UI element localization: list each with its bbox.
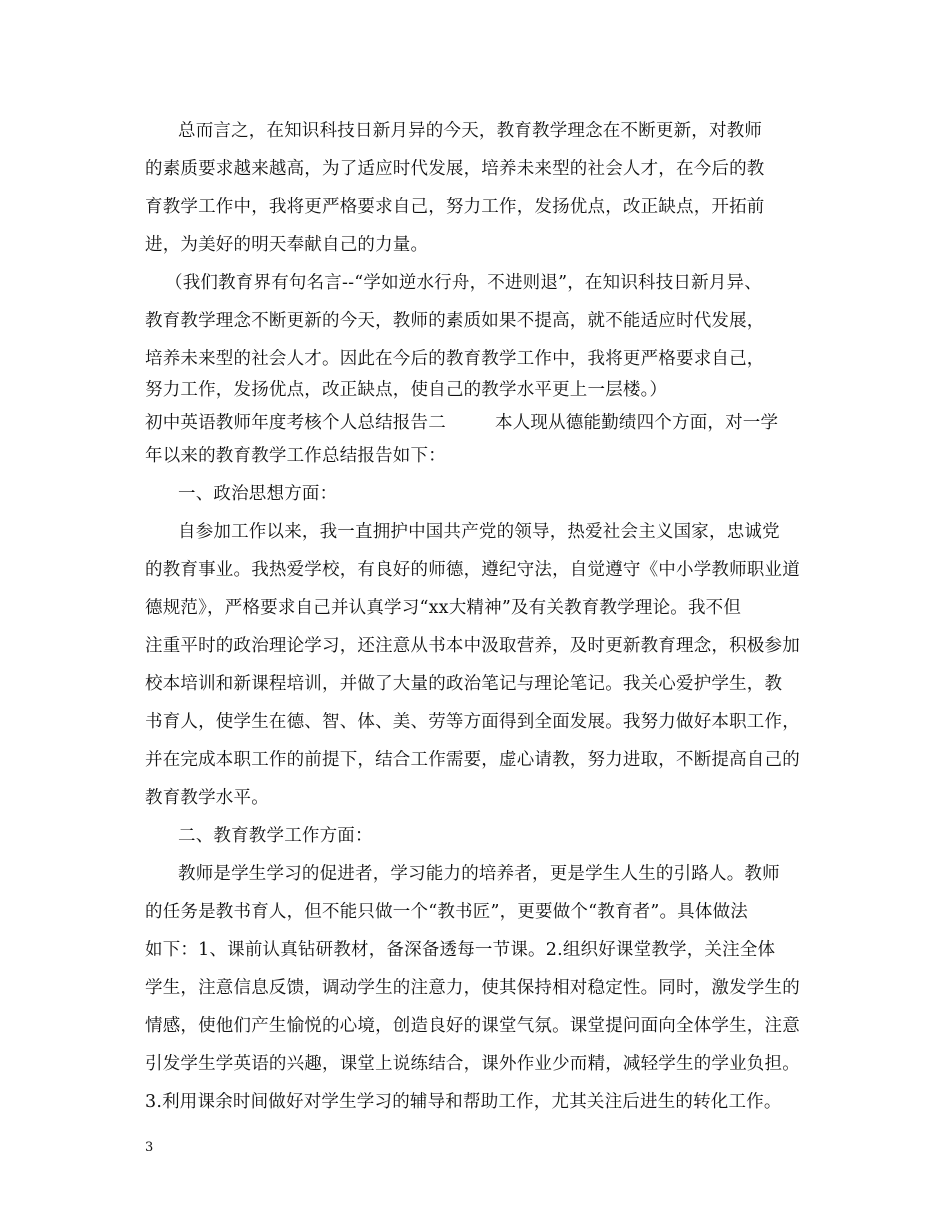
section-one-line-1: 自参加工作以来，我一直拥护中国共产党的领导，热爱社会主义国家，忠诚党 xyxy=(178,522,780,542)
section-two-heading: 二、教育教学工作方面： xyxy=(178,826,373,846)
summary-line-1: 总而言之，在知识科技日新月异的今天，教育教学理念在不断更新，对教师 xyxy=(178,121,763,141)
section-one-line-5: 校本培训和新课程培训，并做了大量的政治笔记与理论笔记。我关心爱护学生，教 xyxy=(145,674,783,694)
section-one-line-3: 德规范》，严格要求自己并认真学习“xx大精神”及有关教育教学理论。我不但 xyxy=(145,598,742,618)
note-line-2: 教育教学理念不断更新的今天，教师的素质如果不提高，就不能适应时代发展， xyxy=(145,311,765,331)
summary-line-2: 的素质要求越来越高，为了适应时代发展，培养未来型的社会人才，在今后的教 xyxy=(145,159,765,179)
note-line-3: 培养未来型的社会人才。因此在今后的教育教学工作中，我将更严格要求自己， xyxy=(145,349,765,369)
report-intro-second: 年以来的教育教学工作总结报告如下： xyxy=(145,446,446,466)
section-one-line-8: 教育教学水平。 xyxy=(145,788,269,808)
section-two-line-2: 的任务是教书育人，但不能只做一个“教书匠”，更要做个“教育者”。具体做法 xyxy=(145,902,748,922)
section-two-line-7: 3.利用课余时间做好对学生学习的辅导和帮助工作，尤其关注后进生的转化工作。 xyxy=(145,1092,782,1112)
note-line-4: 努力工作，发扬优点，改正缺点，使自己的教学水平更上一层楼。） xyxy=(145,380,668,400)
section-one-heading: 一、政治思想方面： xyxy=(178,484,338,504)
section-one-line-2: 的教育事业。我热爱学校，有良好的师德，遵纪守法，自觉遵守《中小学教师职业道 xyxy=(145,560,800,580)
note-line-1: （我们教育界有句名言--“学如逆水行舟，不进则退”，在知识科技日新月异、 xyxy=(165,273,762,293)
section-two-line-1: 教师是学生学习的促进者，学习能力的培养者，更是学生人生的引路人。教师 xyxy=(178,864,780,884)
section-one-line-4: 注重平时的政治理论学习，还注意从书本中汲取营养，及时更新教育理念，积极参加 xyxy=(145,636,800,656)
report-title: 初中英语教师年度考核个人总结报告二 xyxy=(145,413,446,433)
section-two-line-6: 引发学生学英语的兴趣，课堂上说练结合，课外作业少而精，减轻学生的学业负担。 xyxy=(145,1054,800,1074)
section-one-line-6: 书育人，使学生在德、智、体、美、劳等方面得到全面发展。我努力做好本职工作， xyxy=(145,712,800,732)
page-number: 3 xyxy=(145,1140,154,1155)
summary-line-4: 进，为美好的明天奉献自己的力量。 xyxy=(145,235,429,255)
section-two-line-4: 学生，注意信息反馈，调动学生的注意力，使其保持相对稳定性。同时，激发学生的 xyxy=(145,978,800,998)
report-intro-first: 本人现从德能勤绩四个方面，对一学 xyxy=(495,413,779,433)
section-two-line-3: 如下：1、课前认真钻研教材，备深备透每一节课。2.组织好课堂教学，关注全体 xyxy=(145,940,776,960)
section-two-line-5: 情感，使他们产生愉悦的心境，创造良好的课堂气氛。课堂提问面向全体学生，注意 xyxy=(145,1016,800,1036)
section-one-line-7: 并在完成本职工作的前提下，结合工作需要，虚心请教，努力进取，不断提高自己的 xyxy=(145,750,800,770)
summary-line-3: 育教学工作中，我将更严格要求自己，努力工作，发扬优点，改正缺点，开拓前 xyxy=(145,197,765,217)
